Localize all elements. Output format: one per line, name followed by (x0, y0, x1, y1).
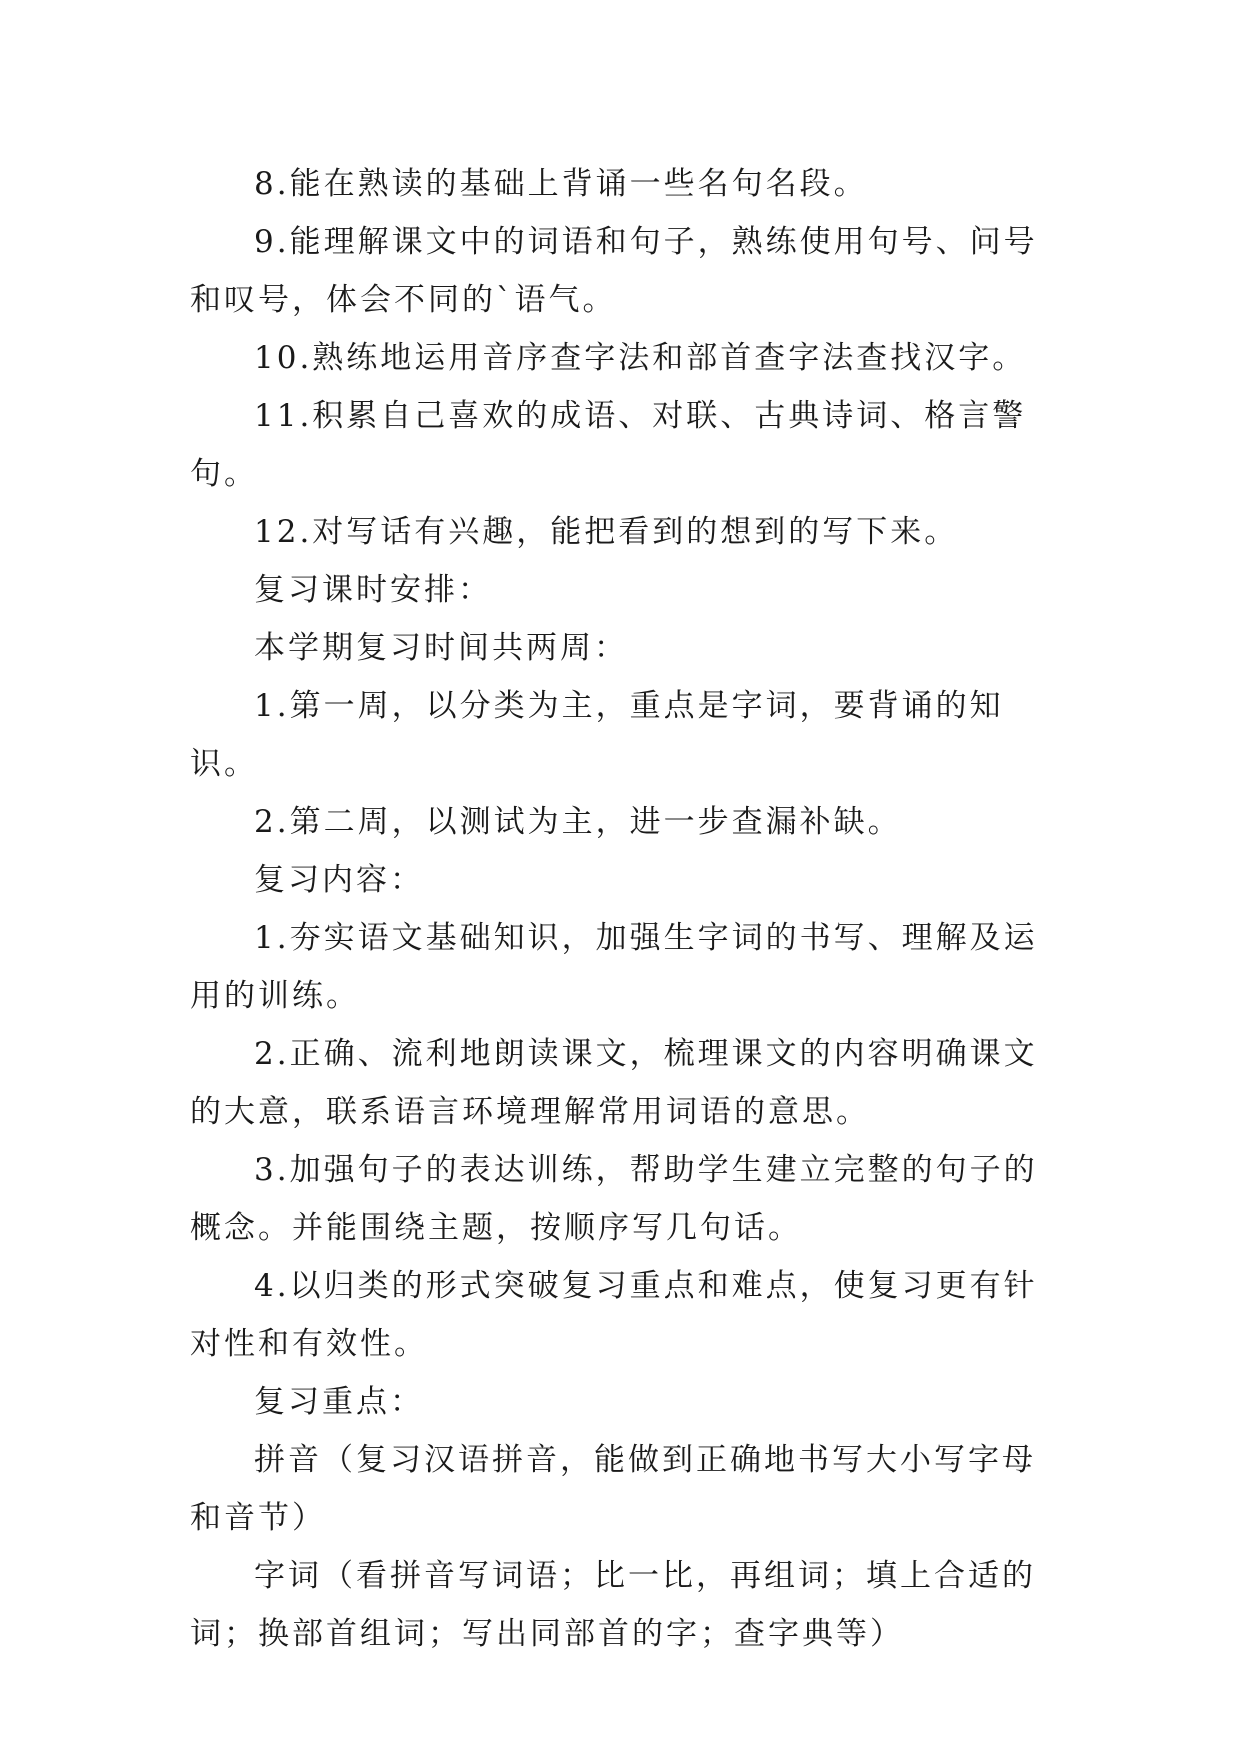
paragraph-goal-9: 9.能理解课文中的词语和句子，熟练使用句号、问号和叹号，体会不同的`语气。 (190, 224, 1038, 318)
paragraph-schedule-intro: 本学期复习时间共两周： (254, 630, 628, 666)
paragraph-key-pinyin: 拼音（复习汉语拼音，能做到正确地书写大小写字母和音节） (190, 1442, 1036, 1536)
paragraph-key-words: 字词（看拼音写词语；比一比，再组词；填上合适的词；换部首组词；写出同部首的字；查字典等） (190, 1558, 1036, 1652)
paragraph-content-3: 3.加强句子的表达训练，帮助学生建立完整的句子的概念。并能围绕主题，按顺序写几句话。 (190, 1152, 1038, 1246)
paragraph-content-1: 1.夯实语文基础知识，加强生字词的书写、理解及运用的训练。 (190, 920, 1038, 1014)
paragraph-goal-10: 10.熟练地运用音序查字法和部首查字法查找汉字。 (254, 340, 1027, 376)
paragraph-content-4: 4.以归类的形式突破复习重点和难点，使复习更有针对性和有效性。 (190, 1268, 1038, 1362)
paragraph-schedule-week-2: 2.第二周，以测试为主，进一步查漏补缺。 (254, 804, 902, 840)
heading-schedule: 复习课时安排： (254, 572, 492, 608)
paragraph-content-2: 2.正确、流利地朗读课文，梳理课文的内容明确课文的大意，联系语言环境理解常用词语的意思。 (190, 1036, 1038, 1130)
paragraph-goal-8: 8.能在熟读的基础上背诵一些名句名段。 (254, 166, 868, 202)
heading-key-points: 复习重点： (254, 1384, 424, 1420)
paragraph-schedule-week-1: 1.第一周，以分类为主，重点是字词，要背诵的知识。 (190, 688, 1004, 782)
paragraph-goal-12: 12.对写话有兴趣，能把看到的想到的写下来。 (254, 514, 959, 550)
document-body (190, 155, 1060, 1663)
paragraph-goal-11: 11.积累自己喜欢的成语、对联、古典诗词、格言警句。 (190, 398, 1027, 492)
heading-content: 复习内容： (254, 862, 424, 898)
